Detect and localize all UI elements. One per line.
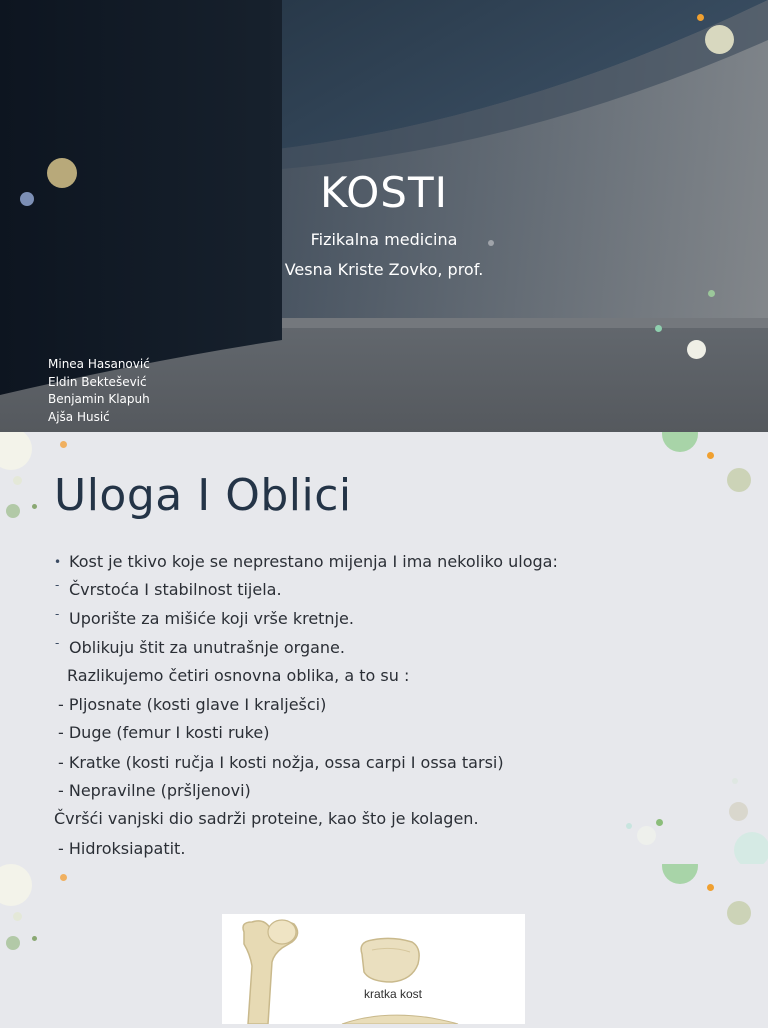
- dash-marker: -: [55, 578, 60, 592]
- slide-title: KOSTI: [319, 168, 448, 217]
- decorative-dot: [662, 432, 698, 452]
- decorative-dot: [687, 340, 706, 359]
- bone-illustration: [222, 914, 525, 1024]
- slide-subtitle: Fizikalna medicina: [310, 230, 458, 249]
- decorative-dot: [60, 441, 67, 448]
- decorative-dot: [32, 504, 37, 509]
- text-line: - Nepravilne (pršljenovi): [58, 781, 251, 800]
- decorative-dot: [13, 912, 22, 921]
- decorative-dot: [705, 25, 734, 54]
- decorative-dot: [729, 802, 748, 821]
- decorative-dot: [637, 826, 656, 845]
- decorative-dot: [734, 832, 768, 865]
- author-list: [48, 356, 150, 426]
- author-name: Ajša Husić: [48, 409, 110, 424]
- slide-presenter: Vesna Kriste Zovko, prof.: [284, 260, 484, 279]
- short-bone-drawing: [361, 938, 419, 982]
- decorative-dot: [662, 864, 698, 884]
- decorative-dot: [20, 192, 34, 206]
- decorative-dot: [656, 819, 663, 826]
- text-line: [54, 609, 354, 628]
- text-line: - Kratke (kosti ručja I kosti nožja, ossa carpi I ossa tarsi): [58, 753, 504, 772]
- dash-marker: -: [55, 636, 60, 650]
- bullet-text: Čvrstoća I stabilnost tijela.: [69, 580, 282, 599]
- text-line: [54, 580, 282, 599]
- decorative-dot: [707, 884, 714, 891]
- text-line: - Duge (femur I kosti ruke): [58, 723, 270, 742]
- decorative-dot: [60, 874, 67, 881]
- decorative-dot: [732, 778, 738, 784]
- decorative-dot: [47, 158, 77, 188]
- text-line: [54, 552, 558, 571]
- decorative-dot: [727, 468, 751, 492]
- author-name: Minea Hasanović: [48, 357, 150, 371]
- text-line: Razlikujemo četiri osnovna oblika, a to su :: [67, 666, 410, 685]
- bullet-text: Kost je tkivo koje se neprestano mijenja I ima nekoliko uloga:: [69, 552, 558, 571]
- text-line: Čvršći vanjski dio sadrži proteine, kao što je kolagen.: [54, 809, 479, 828]
- text-line: [54, 638, 345, 657]
- text-line: - Pljosnate (kosti glave I kralješci): [58, 695, 327, 714]
- decorative-dot: [488, 240, 494, 246]
- decorative-dot: [727, 901, 751, 925]
- dash-marker: -: [55, 607, 60, 621]
- title-slide: [0, 0, 768, 432]
- decorative-dot: [13, 476, 22, 485]
- slide-heading: Uloga I Oblici: [54, 470, 352, 521]
- author-name: Eldin Bektešević: [48, 374, 147, 389]
- decorative-dot: [32, 936, 37, 941]
- decorative-dot: [6, 936, 20, 950]
- long-bone-drawing: [243, 920, 298, 1024]
- decorative-dot: [655, 325, 662, 332]
- bone-types-image: [222, 914, 525, 1024]
- image-caption: kratka kost: [364, 987, 423, 1001]
- decorative-dot: [697, 14, 704, 21]
- flat-bone-drawing: [342, 1015, 458, 1024]
- bullet-marker: •: [54, 555, 62, 569]
- decorative-dot: [6, 504, 20, 518]
- bullet-text: Oblikuju štit za unutrašnje organe.: [69, 638, 345, 657]
- decorative-dot: [708, 290, 715, 297]
- decorative-dot: [626, 823, 632, 829]
- decorative-dot: [707, 452, 714, 459]
- decorative-dot: [0, 432, 32, 470]
- decorative-dot: [0, 864, 32, 906]
- bullet-text: Uporište za mišiće koji vrše kretnje.: [69, 609, 354, 628]
- text-line: - Hidroksiapatit.: [58, 839, 186, 858]
- author-name: Benjamin Klapuh: [48, 392, 150, 406]
